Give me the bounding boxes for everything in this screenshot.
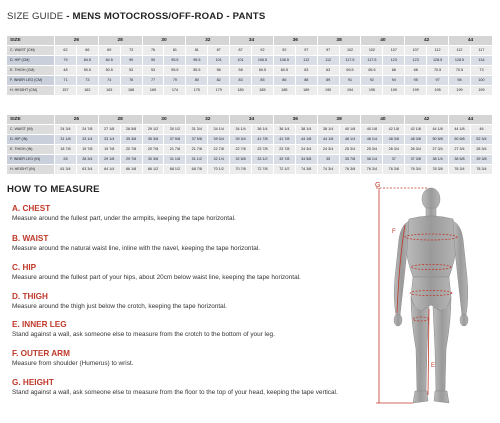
measurement-cell: 21 7/8 <box>164 145 186 155</box>
size-header-cell: 34 <box>230 115 274 125</box>
measurement-cell: 107 <box>383 46 405 56</box>
measurement-cell: 28 <box>55 155 77 165</box>
measurement-cell: 76 3/4 <box>405 165 427 175</box>
measurement-cell: 24 3/4 <box>318 145 340 155</box>
measurement-cell: 31 1/8 <box>164 155 186 165</box>
measure-item <box>12 378 362 397</box>
measurement-cell: 24 3/4 <box>55 125 77 135</box>
measure-description: Measure around the natural waist line, inline with the navel, keeping the tape horizontal. <box>12 245 260 252</box>
row-label: H. HEIGHT (CM) <box>7 86 55 96</box>
measurement-cell: 80 <box>186 76 208 86</box>
measurement-cell: 92 <box>252 46 274 56</box>
size-header-cell: 40 <box>361 36 405 46</box>
measurement-cell: 66 1/8 <box>121 165 143 175</box>
measurement-cell: 27 3/4 <box>449 145 471 155</box>
measurement-cell: 24 3/4 <box>296 145 318 155</box>
measurement-cell: 101 <box>208 56 230 66</box>
measurement-cell: 19 7/8 <box>99 145 121 155</box>
measurement-row <box>7 46 493 56</box>
measurement-cell: 20 7/8 <box>143 145 165 155</box>
measurement-cell: 106.5 <box>274 56 296 66</box>
figure-label-f: F <box>392 229 396 235</box>
measurement-cell: 73 <box>77 76 99 86</box>
measurement-cell: 70 1/2 <box>208 165 230 175</box>
size-header-cell: 32 <box>186 115 230 125</box>
measure-heading: F. OUTER ARM <box>12 349 70 358</box>
measurement-cell: 20 7/8 <box>121 145 143 155</box>
measurement-cell: 44 1/8 <box>449 125 471 135</box>
measurement-cell: 44 1/8 <box>427 125 449 135</box>
measurement-cell: 18 7/8 <box>55 145 77 155</box>
measurement-cell: 84.5 <box>99 56 121 66</box>
measurement-cell: 22 7/8 <box>208 145 230 155</box>
measurement-cell: 81 <box>186 46 208 56</box>
figure-label-e: E <box>431 363 436 369</box>
measurement-cell: 98 <box>449 76 471 86</box>
measurement-cell: 31 1/8 <box>55 135 77 145</box>
measurement-cell: 128.5 <box>427 56 449 66</box>
measurement-cell: 82 <box>208 76 230 86</box>
measurement-cell: 25 3/4 <box>340 145 362 155</box>
size-table-inches <box>7 115 493 175</box>
measurement-cell: 74 <box>99 76 121 86</box>
measurement-cell: 38 1/4 <box>296 125 318 135</box>
measurement-cell: 71 <box>55 76 77 86</box>
measurement-cell: 100 <box>471 76 493 86</box>
measurement-cell: 46 <box>471 125 493 135</box>
figure-label-g: G <box>375 182 381 189</box>
measurement-cell: 157 <box>55 86 77 96</box>
size-header-cell: 42 <box>405 36 449 46</box>
measurement-cell: 112 <box>296 56 318 66</box>
measurement-cell: 73 <box>471 66 493 76</box>
measurement-cell: 58 <box>208 66 230 76</box>
measurement-cell: 55.5 <box>164 66 186 76</box>
measurement-cell: 35 <box>318 155 340 165</box>
size-header-row <box>7 115 493 125</box>
row-label: F. INNER LEG (CM) <box>7 76 55 86</box>
measure-item <box>12 234 362 253</box>
measurement-cell: 33 7/8 <box>274 155 296 165</box>
measurement-cell: 29 7/8 <box>121 155 143 165</box>
measurement-cell: 26 3/4 <box>405 145 427 155</box>
measurement-cell: 81 <box>164 46 186 56</box>
measurement-cell: 33 1/4 <box>77 135 99 145</box>
measurement-cell: 32 5/8 <box>230 155 252 165</box>
size-header-cell: 36 <box>274 115 318 125</box>
measurement-cell: 97 <box>296 46 318 56</box>
measurement-cell: 70 7/8 <box>230 165 252 175</box>
measurement-cell: 101 <box>230 56 252 66</box>
measurement-row <box>7 66 493 76</box>
measurement-cell: 134 <box>471 56 493 66</box>
measure-heading: E. INNER LEG <box>12 320 67 329</box>
measurement-cell: 79 <box>164 76 186 86</box>
measurement-cell: 28 3/4 <box>77 155 99 165</box>
measurement-cell: 112 <box>318 56 340 66</box>
measurement-cell: 46 1/4 <box>340 135 362 145</box>
measurement-cell: 62 <box>55 46 77 56</box>
size-header-cell: 38 <box>318 36 362 46</box>
measure-item <box>12 349 362 368</box>
row-label: H. HEIGHT (IN) <box>7 165 55 175</box>
measurement-cell: 60.5 <box>274 66 296 76</box>
measurement-cell: 70.5 <box>427 66 449 76</box>
measurement-cell: 21 7/8 <box>186 145 208 155</box>
measurement-cell: 61 3/4 <box>55 165 77 175</box>
measurement-cell: 78 3/8 <box>427 165 449 175</box>
measurement-cell: 33 1/4 <box>99 135 121 145</box>
measurement-cell: 97 <box>318 46 340 56</box>
measurement-cell: 117 <box>471 46 493 56</box>
measurement-cell: 185 <box>274 86 296 96</box>
measurement-cell: 31 1/2 <box>186 155 208 165</box>
measurement-cell: 50 5/8 <box>449 135 471 145</box>
size-header-cell: 38 <box>318 115 362 125</box>
title-separator: - <box>63 11 73 22</box>
measurement-cell: 74 3/8 <box>296 165 318 175</box>
measurement-row <box>7 165 493 175</box>
measurement-cell: 44 1/8 <box>296 135 318 145</box>
measurement-cell: 179 <box>208 86 230 96</box>
measurement-cell: 190 <box>318 86 340 96</box>
measure-heading: C. HIP <box>12 263 37 272</box>
measure-item <box>12 320 362 339</box>
measurement-cell: 27 1/8 <box>99 125 121 135</box>
measurement-cell: 64 1/4 <box>99 165 121 175</box>
measurement-cell: 68 <box>405 66 427 76</box>
measurement-cell: 87 <box>208 46 230 56</box>
measurement-cell: 48 3/8 <box>383 135 405 145</box>
measurement-cell: 92 <box>274 46 296 56</box>
measurement-cell: 94 <box>383 76 405 86</box>
measurement-cell: 38 1/4 <box>318 125 340 135</box>
measurement-cell: 97 <box>427 76 449 86</box>
measurement-cell: 73 <box>121 46 143 56</box>
measure-description: Measure from shoulder (Humerus) to wrist. <box>12 360 134 367</box>
measurement-cell: 55.5 <box>186 66 208 76</box>
measurement-cell: 65.5 <box>361 66 383 76</box>
measurement-cell: 24 7/8 <box>77 125 99 135</box>
measurement-cell: 117.5 <box>340 56 362 66</box>
measurement-cell: 95 <box>405 76 427 86</box>
row-label: D. HIP (CM) <box>7 56 55 66</box>
measurement-cell: 175 <box>186 86 208 96</box>
measurement-cell: 65.5 <box>340 66 362 76</box>
how-to-measure-title: HOW TO MEASURE <box>7 184 100 195</box>
measurement-cell: 169 <box>143 86 165 96</box>
measurement-cell: 72 1/2 <box>274 165 296 175</box>
measurement-cell: 39 3/4 <box>230 135 252 145</box>
measurement-cell: 35 7/8 <box>340 155 362 165</box>
measurement-cell: 39 3/8 <box>471 155 493 165</box>
size-header-cell: 30 <box>143 36 187 46</box>
measurement-cell: 72 7/8 <box>252 165 274 175</box>
measurement-cell: 77 <box>143 76 165 86</box>
measurement-cell: 37 5/8 <box>186 135 208 145</box>
row-label: C. WAIST (CM) <box>7 46 55 56</box>
measurement-cell: 48 <box>55 66 77 76</box>
measurement-cell: 84.5 <box>77 56 99 66</box>
measurement-cell: 68 1/2 <box>164 165 186 175</box>
measurement-cell: 128.5 <box>449 56 471 66</box>
size-header-cell: 28 <box>99 36 143 46</box>
row-label: D. HIP (IN) <box>7 135 55 145</box>
size-header-cell: 36 <box>274 36 318 46</box>
measurement-cell: 39 3/4 <box>208 135 230 145</box>
measurement-cell: 53 <box>121 66 143 76</box>
measurement-cell: 91 <box>340 76 362 86</box>
size-header-cell: 32 <box>186 36 230 46</box>
measurement-cell: 112 <box>427 46 449 56</box>
measurement-cell: 33 1/2 <box>252 155 274 165</box>
measurement-cell: 89 <box>318 76 340 86</box>
measure-heading: D. THIGH <box>12 292 48 301</box>
size-header-cell: 44 <box>449 115 493 125</box>
measurement-cell: 31 3/4 <box>186 125 208 135</box>
measurement-cell: 42 1/8 <box>383 125 405 135</box>
measurement-cell: 95.5 <box>186 56 208 66</box>
measurement-cell: 68 7/8 <box>186 165 208 175</box>
measurement-cell: 30 1/2 <box>164 125 186 135</box>
measurement-cell: 38 5/8 <box>449 155 471 165</box>
measure-description: Measure around the fullest part of your hips, about 20cm below waist line, keeping the tape horizontal. <box>12 274 301 281</box>
measurement-cell: 168 <box>121 86 143 96</box>
measurement-row <box>7 135 493 145</box>
measurement-cell: 48 3/8 <box>405 135 427 145</box>
measurement-cell: 25 3/4 <box>361 145 383 155</box>
measurement-cell: 180 <box>230 86 252 96</box>
size-header-cell: 42 <box>405 115 449 125</box>
measurement-row <box>7 86 493 96</box>
measurement-cell: 92 <box>361 76 383 86</box>
measure-item <box>12 204 362 223</box>
measurement-row <box>7 145 493 155</box>
measure-item <box>12 263 362 282</box>
measurement-cell: 90 <box>143 56 165 66</box>
measure-description: Stand against a wall, ask someone else to measure from the floor to the top of your head, keeping the tape vertical. <box>12 389 338 396</box>
measurement-cell: 194 <box>340 86 362 96</box>
measure-heading: A. CHEST <box>12 204 51 213</box>
measure-heading: G. HEIGHT <box>12 378 54 387</box>
measurement-cell: 123 <box>383 56 405 66</box>
measure-description: Stand against a wall, ask someone else to measure from the crotch to the bottom of your leg. <box>12 331 275 338</box>
measurement-cell: 19 7/8 <box>77 145 99 155</box>
measurement-cell: 29 1/2 <box>143 125 165 135</box>
size-header-label: SIZE <box>7 36 55 46</box>
measurement-cell: 63 <box>296 66 318 76</box>
measurement-cell: 37 3/8 <box>405 155 427 165</box>
size-header-label: SIZE <box>7 115 55 125</box>
title-main: MENS MOTOCROSS/OFF-ROAD - PANTS <box>72 11 266 22</box>
measurement-cell: 63 3/4 <box>77 165 99 175</box>
measurement-cell: 36 1/4 <box>252 125 274 135</box>
measurement-cell: 28 3/4 <box>471 145 493 155</box>
measurement-cell: 199 <box>383 86 405 96</box>
measurement-cell: 50.5 <box>99 66 121 76</box>
measurement-cell: 86 <box>274 76 296 86</box>
size-header-cell: 34 <box>230 36 274 46</box>
measurement-cell: 50.5 <box>77 66 99 76</box>
measurement-cell: 79 <box>55 56 77 66</box>
measurement-cell: 50 5/8 <box>427 135 449 145</box>
body-measurement-figure <box>365 181 495 421</box>
page-title <box>7 11 265 22</box>
measurement-cell: 37 5/8 <box>164 135 186 145</box>
measurement-cell: 123 <box>405 56 427 66</box>
measurement-cell: 95.5 <box>164 56 186 66</box>
measurement-cell: 63 <box>318 66 340 76</box>
row-label: E. THIGH (CM) <box>7 66 55 76</box>
measurement-cell: 41 7/8 <box>252 135 274 145</box>
measurement-cell: 85 <box>252 76 274 86</box>
measurement-cell: 27 3/4 <box>427 145 449 155</box>
title-prefix: SIZE GUIDE <box>7 11 64 22</box>
measurement-cell: 66 1/2 <box>143 165 165 175</box>
measurement-cell: 107 <box>405 46 427 56</box>
size-header-cell: 44 <box>449 36 493 46</box>
measurement-cell: 44 1/8 <box>318 135 340 145</box>
measurement-cell: 36 1/4 <box>274 125 296 135</box>
measurement-cell: 26 3/4 <box>383 145 405 155</box>
measure-item <box>12 292 362 311</box>
measurement-cell: 42 1/8 <box>405 125 427 135</box>
row-label: F. INNER LEG (IN) <box>7 155 55 165</box>
measure-description: Measure around the thigh just below the crotch, keeping the tape horizontal. <box>12 303 227 310</box>
body-figure-illustration <box>365 181 495 421</box>
measurement-cell: 60.5 <box>252 66 274 76</box>
measurement-cell: 83 <box>230 76 252 86</box>
measurement-cell: 78 3/4 <box>471 165 493 175</box>
measurement-cell: 76 3/8 <box>340 165 362 175</box>
measurement-cell: 37 <box>383 155 405 165</box>
measurement-cell: 22 7/8 <box>230 145 252 155</box>
measurement-cell: 102 <box>340 46 362 56</box>
measurement-cell: 34 5/8 <box>296 155 318 165</box>
measurement-cell: 102 <box>361 46 383 56</box>
measurement-cell: 40 1/8 <box>340 125 362 135</box>
measurement-cell: 58 <box>230 66 252 76</box>
measurement-cell: 199 <box>449 86 471 96</box>
measurement-cell: 76 <box>121 76 143 86</box>
measurement-cell: 68 <box>383 66 405 76</box>
measurement-cell: 76 3/4 <box>361 165 383 175</box>
measurement-cell: 189 <box>296 86 318 96</box>
measurement-cell: 87 <box>230 46 252 56</box>
measurement-cell: 38 1/4 <box>427 155 449 165</box>
measurement-cell: 185 <box>252 86 274 96</box>
size-header-cell: 26 <box>55 36 99 46</box>
measurement-cell: 35 3/8 <box>143 135 165 145</box>
measurement-cell: 35 3/8 <box>121 135 143 145</box>
measurement-cell: 106.5 <box>252 56 274 66</box>
measurement-cell: 195 <box>361 86 383 96</box>
measurement-row <box>7 56 493 66</box>
measurement-cell: 41 7/8 <box>274 135 296 145</box>
size-header-cell: 28 <box>99 115 143 125</box>
measurement-cell: 69 <box>99 46 121 56</box>
measurement-cell: 29 1/8 <box>99 155 121 165</box>
measurement-cell: 162 <box>77 86 99 96</box>
measurement-cell: 23 7/8 <box>252 145 274 155</box>
size-table-cm <box>7 36 493 96</box>
measurement-cell: 53 <box>143 66 165 76</box>
size-header-row <box>7 36 493 46</box>
measurement-cell: 199 <box>471 86 493 96</box>
measurement-cell: 70.5 <box>449 66 471 76</box>
measure-description: Measure around the fullest part, under the armpits, keeping the tape horizontal. <box>12 215 236 222</box>
row-label: E. THIGH (IN) <box>7 145 55 155</box>
measurement-cell: 34 1/4 <box>208 125 230 135</box>
measurement-row <box>7 125 493 135</box>
measurement-cell: 199 <box>405 86 427 96</box>
measurement-cell: 30 3/8 <box>143 155 165 165</box>
size-header-cell: 40 <box>361 115 405 125</box>
measurement-cell: 76 3/8 <box>383 165 405 175</box>
measurement-cell: 76 <box>143 46 165 56</box>
measurement-cell: 163 <box>99 86 121 96</box>
measurement-row <box>7 155 493 165</box>
measure-heading: B. WAIST <box>12 234 49 243</box>
size-header-cell: 26 <box>55 115 99 125</box>
measurement-cell: 117.5 <box>361 56 383 66</box>
measurement-cell: 195 <box>427 86 449 96</box>
measurement-cell: 28 5/8 <box>121 125 143 135</box>
size-header-cell: 30 <box>143 115 187 125</box>
measurement-cell: 78 3/4 <box>449 165 471 175</box>
measurement-cell: 174 <box>164 86 186 96</box>
measurement-cell: 52 3/4 <box>471 135 493 145</box>
measurement-cell: 88 <box>296 76 318 86</box>
measurement-cell: 32 1/4 <box>208 155 230 165</box>
measurement-cell: 40 1/8 <box>361 125 383 135</box>
measurement-cell: 23 7/8 <box>274 145 296 155</box>
measurement-cell: 112 <box>449 46 471 56</box>
measurement-cell: 66 <box>77 46 99 56</box>
row-label: C. WAIST (IN) <box>7 125 55 135</box>
measurement-cell: 36 1/4 <box>361 155 383 165</box>
measurement-row <box>7 76 493 86</box>
measurement-cell: 74 3/4 <box>318 165 340 175</box>
measurement-cell: 34 1/4 <box>230 125 252 135</box>
measurement-cell: 90 <box>121 56 143 66</box>
measurement-cell: 46 1/4 <box>361 135 383 145</box>
